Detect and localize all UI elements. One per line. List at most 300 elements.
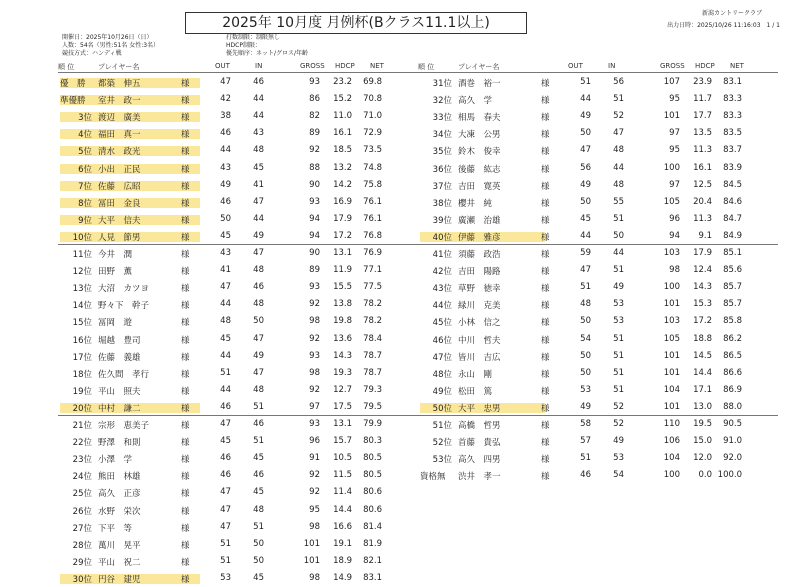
cell-out: 47	[220, 487, 231, 498]
cell-gross: 104	[663, 453, 680, 464]
cell-out: 45	[220, 436, 231, 447]
cell-sama: 様	[181, 335, 190, 346]
cell-hdcp: 11.7	[693, 94, 712, 105]
cell-in: 44	[613, 162, 624, 173]
cell-hdcp: 17.1	[693, 384, 712, 395]
cell-in: 41	[253, 179, 264, 190]
competition-format: 競技方式：ハンディ戦	[62, 50, 122, 57]
table-row	[0, 142, 800, 159]
table-row	[0, 502, 800, 519]
cell-name: 小出 正民	[98, 164, 141, 175]
cell-name: 田野 薫	[98, 267, 133, 278]
cell-hdcp: 13.5	[693, 128, 712, 139]
cell-in: 50	[613, 230, 624, 241]
cell-sama: 様	[181, 523, 190, 534]
cell-sama: 様	[541, 96, 550, 107]
cell-sama: 様	[541, 318, 550, 329]
column-header-net-right: NET	[730, 62, 744, 70]
cell-name: 吉田 寛英	[458, 181, 501, 192]
player-count: 人数：54名（男性:51名 女性:3名）	[62, 42, 160, 49]
cell-in: 46	[253, 419, 264, 429]
cell-sama: 様	[181, 198, 190, 209]
cell-out: 50	[220, 213, 231, 224]
cell-rank: 11位	[72, 250, 92, 260]
cell-hdcp: 10.5	[333, 453, 352, 464]
cell-in: 51	[613, 265, 624, 276]
cell-sama: 様	[541, 335, 550, 346]
cell-out: 59	[580, 248, 591, 258]
cell-in: 55	[613, 196, 624, 207]
cell-rank: 46位	[432, 335, 452, 346]
cell-gross: 98	[309, 367, 320, 378]
cell-sama: 様	[181, 113, 190, 124]
column-header-hdcp-left: HDCP	[335, 62, 355, 70]
cell-name: 高橋 哲男	[458, 421, 501, 431]
column-header-gross-right: GROSS	[660, 62, 685, 70]
cell-gross: 97	[309, 401, 320, 412]
cell-hdcp: 17.9	[693, 248, 712, 258]
cell-hdcp: 14.4	[693, 367, 712, 378]
cell-rank: 16位	[72, 335, 92, 346]
cell-rank: 優 勝	[60, 79, 86, 89]
cell-gross: 101	[663, 367, 680, 378]
cell-in: 53	[613, 299, 624, 310]
cell-name: 相馬 春夫	[458, 113, 501, 124]
cell-out: 51	[220, 538, 231, 549]
cell-rank: 49位	[432, 386, 452, 397]
cell-out: 57	[580, 436, 591, 447]
cell-rank: 40位	[432, 232, 452, 243]
cell-name: 円谷 建児	[98, 574, 141, 585]
cell-in: 44	[253, 94, 264, 105]
cell-out: 43	[220, 162, 231, 173]
cell-out: 50	[580, 350, 591, 361]
column-header-out-right: OUT	[568, 62, 583, 70]
cell-sama: 様	[181, 284, 190, 295]
cell-out: 49	[580, 401, 591, 412]
cell-rank: 50位	[432, 403, 452, 414]
cell-sama: 様	[181, 232, 190, 243]
cell-hdcp: 18.8	[693, 333, 712, 344]
cell-rank: 8位	[78, 198, 92, 209]
cell-name: 人見 節男	[98, 232, 141, 243]
cell-in: 51	[613, 350, 624, 361]
cell-name: 後藤 紘志	[458, 164, 501, 175]
cell-rank: 44位	[432, 301, 452, 312]
cell-net: 85.7	[723, 282, 742, 293]
cell-in: 51	[613, 384, 624, 395]
cell-rank: 準優勝	[60, 96, 86, 107]
cell-rank: 48位	[432, 369, 452, 380]
cell-rank: 9位	[78, 215, 92, 226]
cell-hdcp: 17.5	[333, 401, 352, 412]
cell-net: 70.8	[363, 94, 382, 105]
cell-sama: 様	[181, 147, 190, 158]
cell-gross: 97	[669, 179, 680, 190]
cell-sama: 様	[181, 403, 190, 414]
cell-net: 84.9	[723, 230, 742, 241]
cell-in: 51	[253, 521, 264, 532]
cell-hdcp: 14.3	[693, 282, 712, 293]
cell-hdcp: 23.9	[693, 77, 712, 87]
cell-in: 45	[253, 487, 264, 498]
cell-in: 50	[253, 555, 264, 566]
cell-net: 84.7	[723, 213, 742, 224]
cell-out: 43	[220, 248, 231, 258]
cell-net: 80.3	[363, 436, 382, 447]
cell-name: 冨田 金良	[98, 198, 141, 209]
cell-out: 51	[220, 555, 231, 566]
cell-rank: 22位	[72, 438, 92, 449]
cell-in: 53	[613, 453, 624, 464]
column-header-rank-right: 順 位	[418, 63, 435, 71]
table-row	[0, 365, 800, 382]
cell-out: 47	[220, 282, 231, 293]
cell-out: 44	[580, 230, 591, 241]
cell-hdcp: 15.0	[693, 436, 712, 447]
cell-in: 47	[253, 248, 264, 258]
cell-name: 水野 栄次	[98, 506, 141, 517]
cell-rank: 14位	[72, 301, 92, 312]
table-row	[0, 416, 800, 433]
cell-rank: 28位	[72, 540, 92, 551]
cell-in: 44	[253, 111, 264, 122]
cell-gross: 96	[309, 436, 320, 447]
cell-name: 首藤 貴弘	[458, 438, 501, 449]
cell-out: 53	[580, 384, 591, 395]
cell-hdcp: 13.1	[333, 419, 352, 429]
cell-in: 47	[253, 367, 264, 378]
cell-gross: 98	[309, 316, 320, 327]
cell-net: 69.8	[363, 77, 382, 87]
cell-out: 42	[220, 94, 231, 105]
cell-in: 44	[613, 248, 624, 258]
cell-out: 47	[220, 419, 231, 429]
cell-gross: 100	[663, 282, 680, 293]
cell-out: 54	[580, 333, 591, 344]
table-row	[0, 177, 800, 194]
cell-name: 緑川 克美	[458, 301, 501, 312]
cell-sama: 様	[541, 181, 550, 192]
cell-gross: 110	[663, 419, 680, 429]
cell-name: 熊田 林雄	[98, 472, 141, 483]
cell-name: 伊藤 雅彦	[458, 232, 501, 243]
cell-out: 48	[580, 299, 591, 310]
cell-rank: 4位	[78, 130, 92, 141]
cell-in: 47	[253, 333, 264, 344]
cell-name: 平山 照夫	[98, 386, 141, 397]
column-header-gross-left: GROSS	[300, 62, 325, 70]
column-header-net-left: NET	[370, 62, 384, 70]
page-title: 2025年 10月度 月例杯(Bクラス11.1以上)	[185, 12, 527, 34]
cell-rank: 38位	[432, 198, 452, 209]
cell-rank: 45位	[432, 318, 452, 329]
cell-rank: 25位	[72, 489, 92, 500]
cell-hdcp: 11.9	[333, 265, 352, 276]
cell-hdcp: 9.1	[698, 230, 712, 241]
table-row	[0, 313, 800, 330]
cell-gross: 91	[309, 453, 320, 464]
cell-hdcp: 15.2	[333, 94, 352, 105]
cell-hdcp: 15.5	[333, 282, 352, 293]
cell-gross: 93	[309, 77, 320, 87]
cell-in: 56	[613, 77, 624, 87]
cell-rank: 15位	[72, 318, 92, 329]
cell-hdcp: 19.3	[333, 367, 352, 378]
cell-out: 46	[220, 453, 231, 464]
cell-rank: 37位	[432, 181, 452, 192]
cell-sama: 様	[181, 438, 190, 449]
cell-gross: 93	[309, 196, 320, 207]
cell-name: 中川 哲夫	[458, 335, 501, 346]
cell-net: 80.6	[363, 504, 382, 515]
table-row	[0, 228, 800, 245]
column-header-rank-left: 順 位	[58, 63, 75, 71]
column-header-player-right: プレイヤー名	[458, 63, 500, 71]
cell-out: 50	[580, 196, 591, 207]
cell-out: 46	[580, 470, 591, 481]
cell-net: 86.6	[723, 367, 742, 378]
cell-name: 櫻井 純	[458, 198, 493, 209]
cell-hdcp: 11.4	[333, 487, 352, 498]
cell-rank: 24位	[72, 472, 92, 483]
cell-rank: 30位	[72, 574, 92, 585]
cell-net: 85.7	[723, 299, 742, 310]
cell-rank: 42位	[432, 267, 452, 278]
cell-sama: 様	[541, 284, 550, 295]
cell-rank: 31位	[432, 79, 452, 89]
cell-net: 78.7	[363, 350, 382, 361]
cell-gross: 93	[309, 419, 320, 429]
cell-gross: 101	[303, 555, 320, 566]
cell-in: 48	[613, 145, 624, 156]
cell-name: 大平 信夫	[98, 215, 141, 226]
column-header-out-left: OUT	[215, 62, 230, 70]
cell-gross: 93	[309, 282, 320, 293]
cell-in: 45	[253, 453, 264, 464]
cell-net: 85.8	[723, 316, 742, 327]
cell-rank: 21位	[72, 421, 92, 431]
cell-name: 渋井 孝一	[458, 472, 501, 483]
cell-in: 54	[613, 470, 624, 481]
cell-rank: 13位	[72, 284, 92, 295]
cell-in: 51	[613, 213, 624, 224]
table-row	[0, 160, 800, 177]
cell-hdcp: 17.2	[693, 316, 712, 327]
cell-gross: 101	[663, 350, 680, 361]
cell-sama: 様	[181, 540, 190, 551]
cell-out: 46	[220, 401, 231, 412]
cell-net: 78.2	[363, 316, 382, 327]
cell-in: 52	[613, 111, 624, 122]
cell-name: 大凍 公男	[458, 130, 501, 141]
cell-name: 平山 祝二	[98, 557, 141, 568]
cell-net: 92.0	[723, 453, 742, 464]
cell-net: 73.5	[363, 145, 382, 156]
cell-in: 51	[613, 367, 624, 378]
cell-in: 51	[253, 401, 264, 412]
cell-gross: 92	[309, 333, 320, 344]
cell-in: 45	[253, 572, 264, 583]
cell-hdcp: 15.7	[333, 436, 352, 447]
cell-net: 80.5	[363, 453, 382, 464]
cell-gross: 94	[309, 213, 320, 224]
priority-order: 優先順序：ネット/グロス/年齢	[226, 50, 309, 57]
cell-rank: 17位	[72, 352, 92, 363]
cell-sama: 様	[541, 472, 550, 483]
table-row	[0, 536, 800, 553]
cell-rank: 39位	[432, 215, 452, 226]
cell-in: 48	[253, 504, 264, 515]
cell-net: 82.1	[363, 555, 382, 566]
cell-out: 51	[220, 367, 231, 378]
cell-name: 下平 等	[98, 523, 133, 534]
cell-hdcp: 17.9	[333, 213, 352, 224]
cell-in: 47	[253, 196, 264, 207]
cell-in: 53	[613, 316, 624, 327]
cell-rank: 35位	[432, 147, 452, 158]
cell-rank: 20位	[72, 403, 92, 414]
header-divider	[418, 72, 778, 73]
cell-out: 51	[580, 282, 591, 293]
table-row	[0, 331, 800, 348]
cell-hdcp: 17.2	[333, 230, 352, 241]
cell-hdcp: 12.4	[693, 265, 712, 276]
cell-sama: 様	[181, 455, 190, 466]
cell-net: 75.8	[363, 179, 382, 190]
cell-name: 吉田 陽路	[458, 267, 501, 278]
cell-gross: 101	[303, 538, 320, 549]
cell-name: 清水 政光	[98, 147, 141, 158]
cell-gross: 106	[663, 436, 680, 447]
cell-net: 91.0	[723, 436, 742, 447]
cell-out: 45	[580, 213, 591, 224]
event-date: 開催日：2025年10月26日（日）	[62, 34, 153, 41]
cell-sama: 様	[541, 369, 550, 380]
cell-net: 79.3	[363, 384, 382, 395]
cell-net: 83.3	[723, 94, 742, 105]
cell-out: 50	[580, 367, 591, 378]
cell-in: 48	[253, 265, 264, 276]
cell-net: 83.1	[723, 77, 742, 87]
header-divider	[58, 72, 423, 73]
cell-rank: 23位	[72, 455, 92, 466]
cell-name: 福田 真一	[98, 130, 141, 141]
cell-sama: 様	[541, 455, 550, 466]
cell-gross: 82	[309, 111, 320, 122]
cell-name: 宗形 恵美子	[98, 421, 150, 431]
stroke-limit: 打数制限：制限無し	[226, 34, 281, 41]
cell-hdcp: 12.7	[333, 384, 352, 395]
cell-net: 83.7	[723, 145, 742, 156]
table-row	[0, 519, 800, 536]
cell-gross: 94	[309, 230, 320, 241]
cell-rank: 43位	[432, 284, 452, 295]
cell-rank: 12位	[72, 267, 92, 278]
cell-rank: 51位	[432, 421, 452, 431]
cell-sama: 様	[181, 215, 190, 226]
cell-hdcp: 19.5	[693, 419, 712, 429]
cell-gross: 104	[663, 384, 680, 395]
cell-name: 須藤 政浩	[458, 250, 501, 260]
cell-gross: 95	[669, 94, 680, 105]
table-row	[0, 108, 800, 125]
cell-rank: 34位	[432, 130, 452, 141]
cell-gross: 105	[663, 196, 680, 207]
cell-in: 49	[613, 436, 624, 447]
column-header-in-left: IN	[255, 62, 263, 70]
cell-gross: 90	[309, 179, 320, 190]
cell-hdcp: 11.3	[693, 213, 712, 224]
cell-hdcp: 15.3	[693, 299, 712, 310]
table-row	[0, 91, 800, 108]
cell-net: 79.5	[363, 401, 382, 412]
cell-sama: 様	[541, 130, 550, 141]
cell-out: 51	[580, 453, 591, 464]
cell-name: 佐藤 広昭	[98, 181, 141, 192]
cell-sama: 様	[541, 250, 550, 260]
cell-net: 76.1	[363, 213, 382, 224]
table-row	[0, 74, 800, 91]
cell-out: 38	[220, 111, 231, 122]
table-row	[0, 484, 800, 501]
cell-hdcp: 17.7	[693, 111, 712, 122]
cell-gross: 98	[669, 265, 680, 276]
cell-gross: 92	[309, 470, 320, 481]
cell-rank: 18位	[72, 369, 92, 380]
cell-hdcp: 14.4	[333, 504, 352, 515]
cell-in: 49	[253, 350, 264, 361]
cell-net: 76.8	[363, 230, 382, 241]
cell-name: 永山 剛	[458, 369, 493, 380]
cell-hdcp: 14.3	[333, 350, 352, 361]
table-row	[0, 382, 800, 399]
table-row	[0, 125, 800, 142]
cell-net: 71.0	[363, 111, 382, 122]
cell-gross: 92	[309, 384, 320, 395]
cell-out: 47	[580, 265, 591, 276]
cell-hdcp: 11.0	[333, 111, 352, 122]
cell-gross: 107	[663, 77, 680, 87]
cell-out: 45	[220, 230, 231, 241]
cell-in: 52	[613, 419, 624, 429]
cell-name: 小林 信之	[458, 318, 501, 329]
cell-hdcp: 23.2	[333, 77, 352, 87]
cell-name: 大沼 カツヨ	[98, 284, 150, 295]
cell-hdcp: 18.9	[333, 555, 352, 566]
cell-sama: 様	[181, 267, 190, 278]
cell-sama: 様	[181, 96, 190, 107]
table-row	[0, 348, 800, 365]
cell-name: 今井 潤	[98, 250, 133, 260]
cell-sama: 様	[541, 198, 550, 209]
table-row	[0, 279, 800, 296]
cell-net: 86.5	[723, 350, 742, 361]
cell-hdcp: 13.2	[333, 162, 352, 173]
cell-hdcp: 19.8	[333, 316, 352, 327]
cell-rank: 5位	[78, 147, 92, 158]
cell-sama: 様	[181, 301, 190, 312]
cell-rank: 33位	[432, 113, 452, 124]
cell-sama: 様	[181, 557, 190, 568]
cell-hdcp: 14.5	[693, 350, 712, 361]
cell-hdcp: 11.5	[333, 470, 352, 481]
cell-in: 43	[253, 128, 264, 139]
cell-rank: 7位	[78, 181, 92, 192]
cell-sama: 様	[181, 79, 190, 89]
cell-in: 45	[253, 162, 264, 173]
cell-gross: 92	[309, 145, 320, 156]
